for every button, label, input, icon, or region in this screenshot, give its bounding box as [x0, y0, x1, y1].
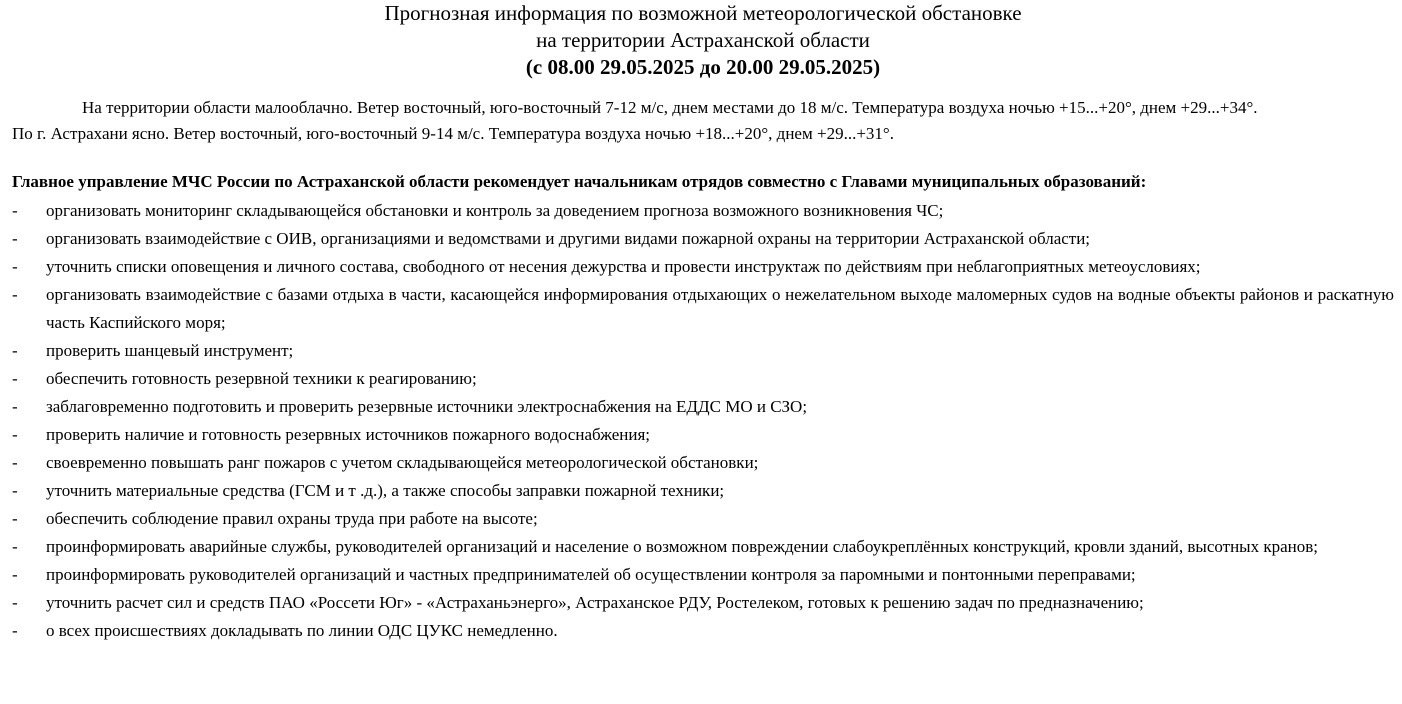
recommendation-text: организовать мониторинг складывающейся обстановки и контроль за доведением прогноза возможного возникновения ЧС;	[46, 201, 944, 220]
recommendation-item	[12, 589, 1394, 617]
bullet-dash: -	[12, 369, 18, 388]
recommendation-item	[12, 225, 1394, 253]
title-line-2: на территории Астраханской области	[536, 28, 870, 52]
recommendation-item	[12, 561, 1394, 589]
bullet-dash: -	[12, 285, 18, 304]
recommendation-item	[12, 505, 1394, 533]
recommendation-text: заблаговременно подготовить и проверить резервные источники электроснабжения на ЕДДС МО и СЗО;	[46, 397, 808, 416]
recommendation-item	[12, 533, 1394, 561]
recommendation-item	[12, 337, 1394, 365]
recommendation-item	[12, 365, 1394, 393]
bullet-dash: -	[12, 425, 18, 444]
title-period: (с 08.00 29.05.2025 до 20.00 29.05.2025)	[525, 55, 881, 79]
recommendations-heading: Главное управление МЧС России по Астраханской области рекомендует начальникам отрядов совместно с Главами муниципальных образований:	[12, 172, 1147, 191]
bullet-dash: -	[12, 229, 18, 248]
title-line-1: Прогнозная информация по возможной метеорологической обстановке	[384, 1, 1022, 25]
bullet-dash: -	[12, 537, 18, 556]
recommendation-text: своевременно повышать ранг пожаров с учетом складывающейся метеорологической обстановки;	[46, 453, 759, 472]
recommendation-item	[12, 477, 1394, 505]
recommendation-text: проинформировать руководителей организаций и частных предпринимателей об осуществлении контроля за паромными и понтонными переправами;	[46, 565, 1136, 584]
bullet-dash: -	[12, 621, 18, 640]
bullet-dash: -	[12, 201, 18, 220]
forecast-region-paragraph: На территории области малооблачно. Ветер восточный, юго-восточный 7-12 м/с, днем местами до 18 м/с. Температура воздуха ночью +15...+20°, днем +29...+34°.	[82, 98, 1258, 117]
bullet-dash: -	[12, 397, 18, 416]
recommendation-text: проверить шанцевый инструмент;	[46, 341, 294, 360]
recommendation-text: обеспечить готовность резервной техники к реагированию;	[46, 369, 477, 388]
recommendation-text: проверить наличие и готовность резервных источников пожарного водоснабжения;	[46, 425, 651, 444]
bullet-dash: -	[12, 565, 18, 584]
recommendation-item	[12, 393, 1394, 421]
bullet-dash: -	[12, 453, 18, 472]
recommendation-text: уточнить расчет сил и средств ПАО «Россети Юг» - «Астраханьэнерго», Астраханское РДУ, Ростелеком, готовых к решению задач по предназначению;	[46, 593, 1144, 612]
recommendation-text: обеспечить соблюдение правил охраны труда при работе на высоте;	[46, 509, 538, 528]
recommendations-list	[12, 197, 1394, 645]
recommendation-text: проинформировать аварийные службы, руководителей организаций и население о возможном повреждении слабоукреплённых конструкций, кровли зданий, высотных кранов;	[46, 537, 1319, 556]
recommendation-item	[12, 253, 1394, 281]
bullet-dash: -	[12, 509, 18, 528]
recommendation-item	[12, 617, 1394, 645]
forecast-city-paragraph: По г. Астрахани ясно. Ветер восточный, юго-восточный 9-14 м/с. Температура воздуха ночью +18...+20°, днем +29...+31°.	[12, 124, 894, 143]
recommendation-item	[12, 421, 1394, 449]
recommendation-item	[12, 449, 1394, 477]
bullet-dash: -	[12, 481, 18, 500]
bullet-dash: -	[12, 257, 18, 276]
recommendation-text: организовать взаимодействие с базами отдыха в части, касающейся информирования отдыхающих о нежелательном выходе маломерных судов на водные объекты районов и раскатную часть Каспийского моря;	[46, 285, 1394, 332]
recommendation-item	[12, 197, 1394, 225]
bullet-dash: -	[12, 341, 18, 360]
recommendation-text: уточнить материальные средства (ГСМ и т .д.), а также способы заправки пожарной техники;	[46, 481, 725, 500]
recommendation-text: организовать взаимодействие с ОИВ, организациями и ведомствами и другими видами пожарной охраны на территории Астраханской области;	[46, 229, 1091, 248]
bullet-dash: -	[12, 593, 18, 612]
recommendation-item	[12, 281, 1394, 337]
recommendation-text: уточнить списки оповещения и личного состава, свободного от несения дежурства и провести инструктаж по действиям при неблагоприятных метеоусловиях;	[46, 257, 1201, 276]
document-title	[12, 0, 1394, 81]
recommendation-text: о всех происшествиях докладывать по линии ОДС ЦУКС немедленно.	[46, 621, 558, 640]
